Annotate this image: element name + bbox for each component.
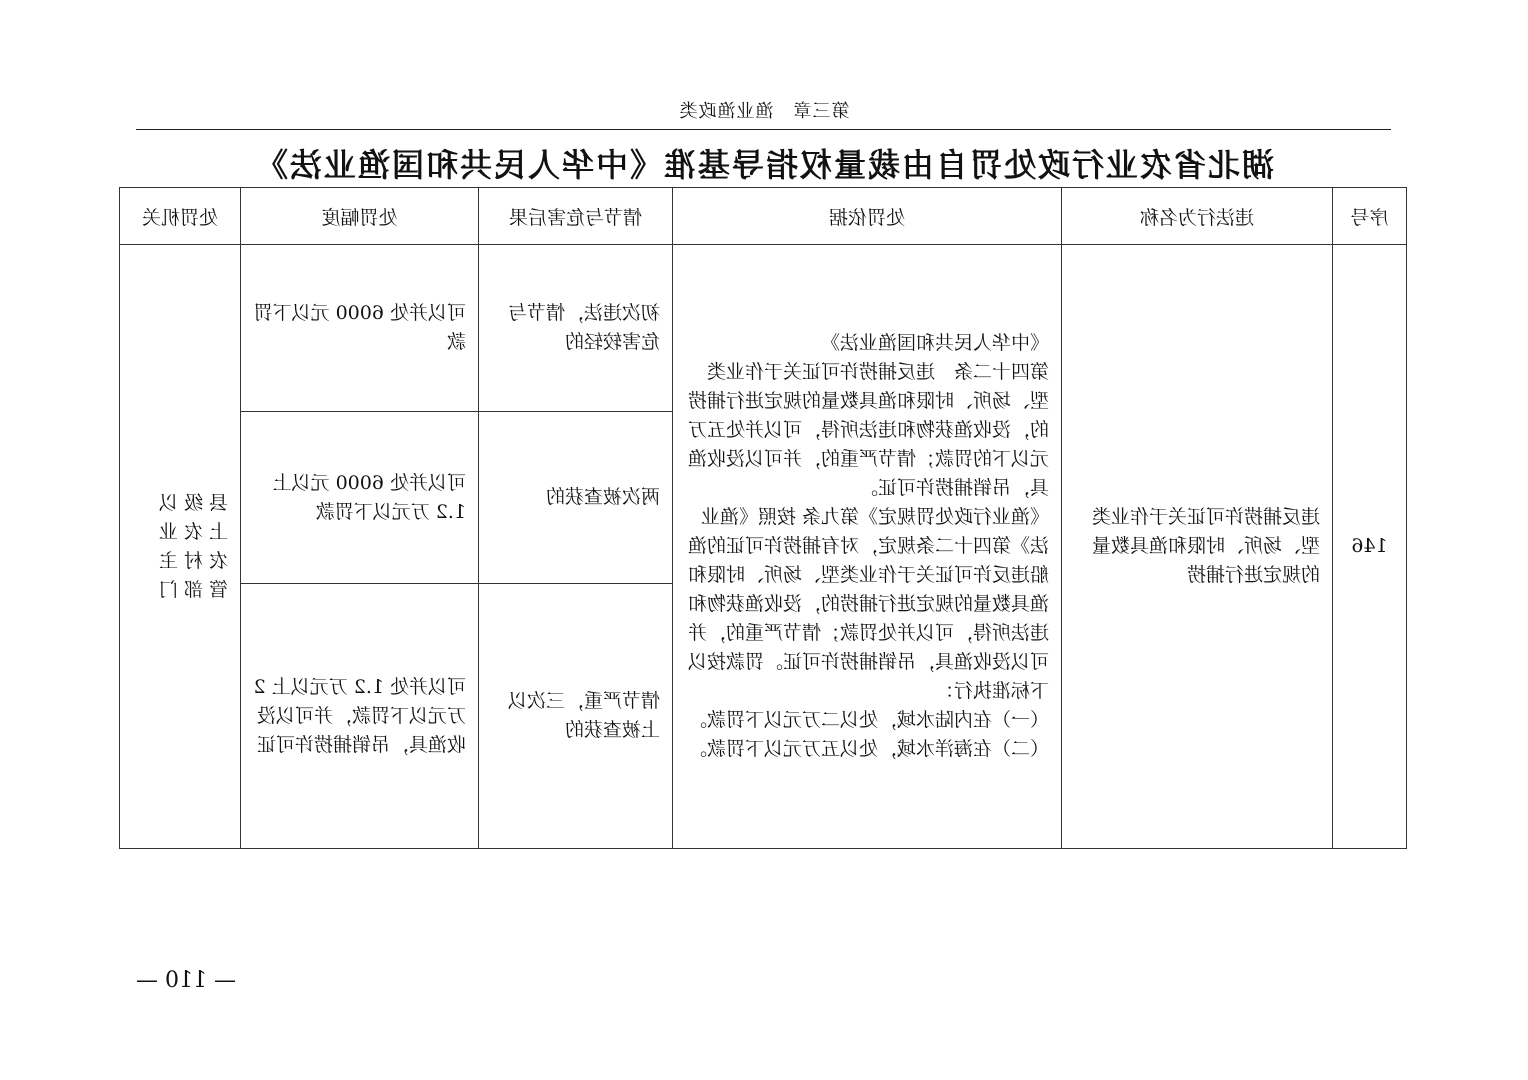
page-number: — 110 — (136, 968, 236, 993)
penalty-authority: 县级以上农业农村主管部门 (120, 245, 241, 849)
header-number: 序号 (1333, 188, 1407, 245)
penalty-range-cell: 可以并处 1.2 万元以上 2 万元以下罚款，并可以没收渔具，吊销捕捞许可证 (241, 584, 479, 849)
circumstances-cell: 两次被查获的 (479, 412, 673, 584)
penalty-range-cell: 可以并处 6000 元以上 1.2 万元以下罚款 (241, 412, 479, 584)
document-title: 湖北省农业行政处罚自由裁量权指导基准《中华人民共和国渔业法》 (254, 146, 1275, 184)
penalty-basis (673, 245, 1062, 849)
table-row (120, 245, 1407, 412)
table-header-row (120, 188, 1407, 245)
circumstances-cell: 初次违法，情节与危害较轻的 (479, 245, 673, 412)
header-rule (136, 129, 1391, 130)
header-basis: 处罚依据 (673, 188, 1062, 245)
entry-number: 146 (1333, 245, 1407, 849)
running-header: 第三章 渔业渔政类 (678, 101, 850, 122)
penalty-range-cell: 可以并处 6000 元以下罚款 (241, 245, 479, 412)
header-circumstances: 情节与危害后果 (479, 188, 673, 245)
header-violation: 违法行为名称 (1062, 188, 1333, 245)
violation-name: 违反捕捞许可证关于作业类型、场所、时限和渔具数量的规定进行捕捞 (1062, 245, 1333, 849)
header-authority: 处罚机关 (120, 188, 241, 245)
circumstances-cell: 情节严重，三次以上被查获的 (479, 584, 673, 849)
header-range: 处罚幅度 (241, 188, 479, 245)
penalty-basis-text: 《中华人民共和国渔业法》 第四十二条 违反捕捞许可证关于作业类型、场所、时限和渔具数量的规定进行捕捞的，没收渔获物和违法所得，可以并处五万元以下的罚款；情节严重的，并可以没收渔具，吊销捕捞许可证。 《渔业行政处罚规定》第九条 按照《渔业法》第四十二条规定，对有捕捞许可证的渔船违反许可证关于作业类型、场所、时限和渔具数量的规定进行捕捞的，没收渔获物和违法所得，可以并处罚款；情节严重的，并可以没收渔具，吊销捕捞许可证。罚款按以下标准执行： （一）在内陆水域，处以二万元以下罚款。 （二）在海洋水域，处以五万元以下罚款。 (687, 332, 1049, 760)
penalty-table (119, 187, 1407, 849)
